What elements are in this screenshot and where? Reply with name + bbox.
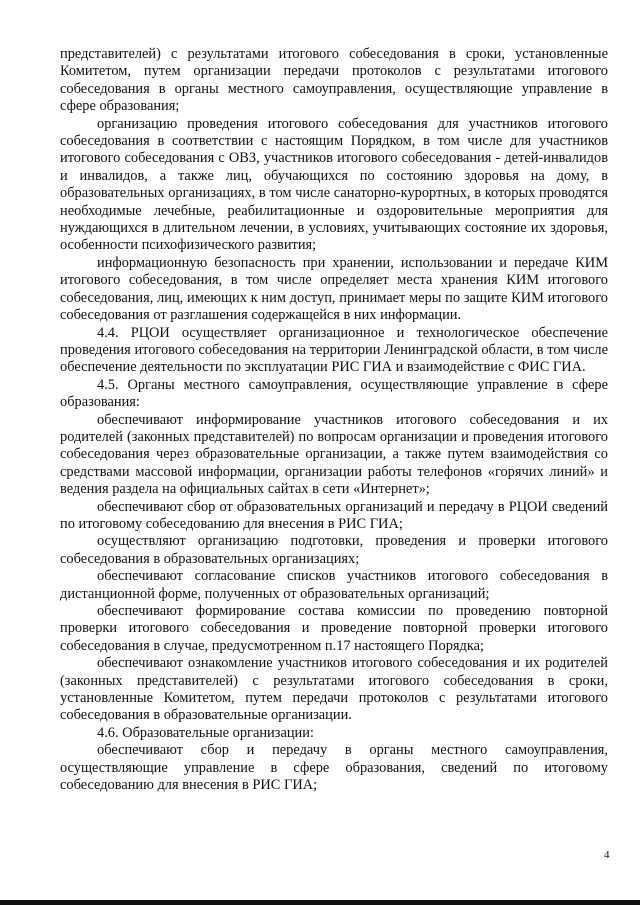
paragraph: обеспечивают сбор и передачу в органы местного самоуправления, осуществляющие управление в сфере образования, сведений по итоговому собеседованию для внесения в РИС ГИА; — [60, 742, 608, 794]
paragraph: обеспечивают информирование участников итогового собеседования и их родителей (законных представителей) по вопросам организации и проведения итогового собеседования через образовательные организации, а также путем взаимодействия со средствами массовой информации, организации работы телефонов «горячих линий» и ведения раздела на официальных сайтах в сети «Интернет»; — [60, 411, 608, 498]
paragraph: информационную безопасность при хранении, использовании и передаче КИМ итогового собеседования, в том числе определяет места хранения КИМ итогового собеседования, лиц, имеющих к ним доступ, принимает меры по защите КИМ итогового собеседования от разглашения содержащейся в них информации. — [60, 254, 608, 324]
paragraph: обеспечивают формирование состава комиссии по проведению повторной проверки итогового собеседования и проведение повторной проверки итогового собеседования в случае, предусмотренном п.17 настоящего Порядка; — [60, 603, 608, 654]
section-4-5: 4.5. Органы местного самоуправления, осуществляющие управление в сфере образования: — [60, 376, 608, 411]
page-number: 4 — [604, 849, 610, 861]
paragraph: обеспечивают сбор от образовательных организаций и передачу в РЦОИ сведений по итоговому собеседованию для внесения в РИС ГИА; — [60, 498, 608, 532]
paragraph: осуществляют организацию подготовки, проведения и проверки итогового собеседования в образовательных организациях; — [60, 533, 608, 567]
paragraph: обеспечивают ознакомление участников итогового собеседования и их родителей (законных представителей) с результатами итогового собеседования в сроки, установленные Комитетом, путем передачи протоколов с результатами итогового собеседования в образовательные организации. — [60, 655, 608, 724]
paragraph: обеспечивают согласование списков участников итогового собеседования в дистанционной форме, полученных от образовательных организаций; — [60, 568, 608, 602]
scan-bottom-edge — [0, 900, 640, 905]
section-4-4: 4.4. РЦОИ осуществляет организационное и технологическое обеспечение проведения итогового собеседования на территории Ленинградской области, в том числе обеспечение деятельности по эксплуатации РИС ГИА и взаимодействие с ФИС ГИА. — [60, 324, 608, 376]
paragraph: организацию проведения итогового собеседования для участников итогового собеседования в соответствии с настоящим Порядком, в том числе для участников итогового собеседования с ОВЗ, участников итогового собеседования - детей-инвалидов и инвалидов, а также лиц, обучающихся по состоянию здоровья на дому, в образовательных организациях, в том числе санаторно-курортных, в которых проводятся необходимые лечебные, реабилитационные и оздоровительные мероприятия для нуждающихся в длительном лечении, в условиях, учитывающих состояние их здоровья, особенности психофизического развития; — [60, 115, 608, 254]
paragraph: представителей) с результатами итогового собеседования в сроки, установленные Комитетом, путем организации передачи протоколов с результатами итогового собеседования в органы местного самоуправления, осуществляющие управление в сфере образования; — [60, 46, 608, 115]
document-body — [60, 46, 608, 794]
section-4-6: 4.6. Образовательные организации: — [97, 724, 314, 741]
